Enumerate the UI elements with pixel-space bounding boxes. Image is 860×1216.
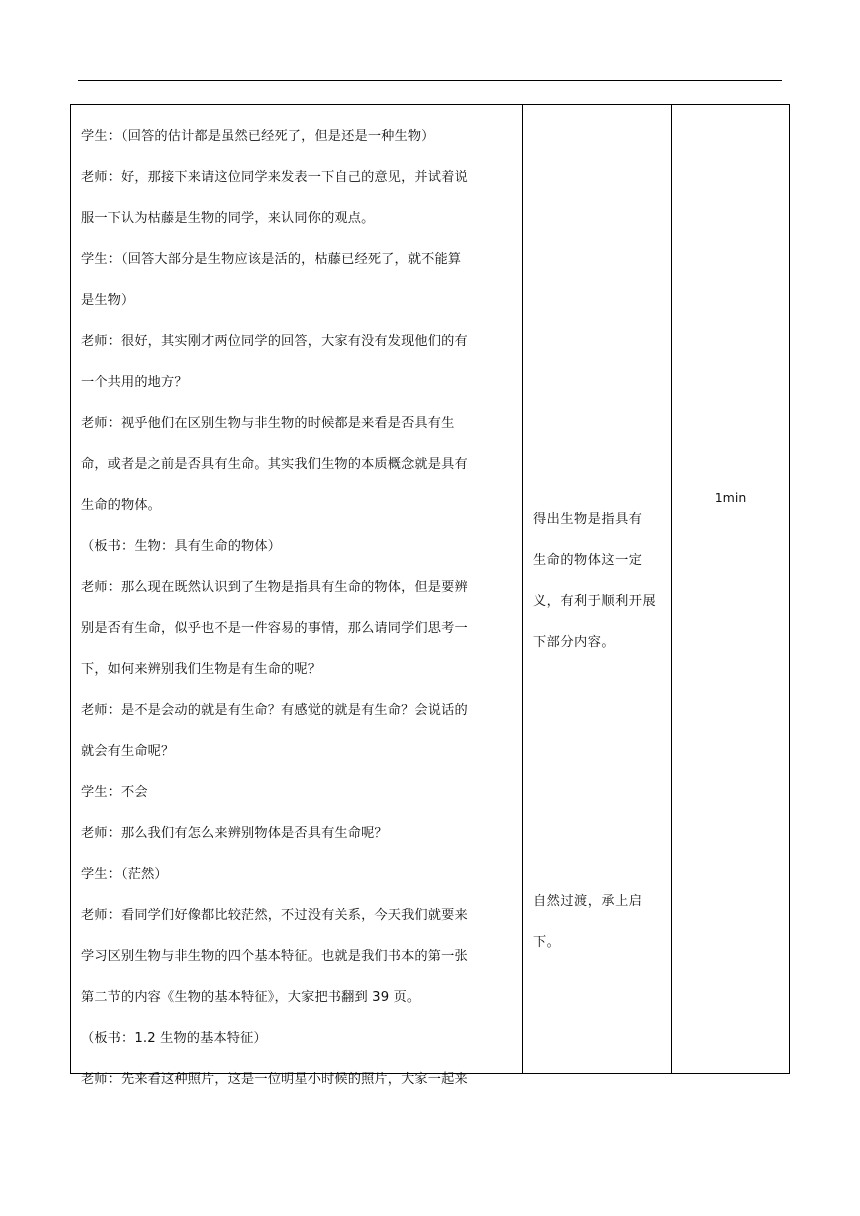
dialogue-line: 老师：那么现在既然认识到了生物是指具有生命的物体，但是要辨 [81, 580, 468, 595]
dialogue-line: 生命的物体。 [81, 498, 162, 513]
dialogue-line: 学习区别生物与非生物的四个基本特征。也就是我们书本的第一张 [81, 949, 468, 964]
design-intent-2: 自然过渡，承上启 下。 [533, 894, 643, 950]
dialogue-line: 老师：很好，其实刚才两位同学的回答，大家有没有发现他们的有 [81, 334, 468, 349]
dialogue-line: 别是否有生命，似乎也不是一件容易的事情，那么请同学们思考一 [81, 621, 468, 636]
dialogue-line: 一个共用的地方？ [81, 375, 188, 390]
dialogue-line: 老师：那么我们有怎么来辨别物体是否具有生命呢？ [81, 826, 388, 841]
dialogue-line: 命，或者是之前是否具有生命。其实我们生物的本质概念就是具有 [81, 457, 468, 472]
lesson-table [70, 104, 790, 1087]
dialogue-line: 就会有生命呢？ [81, 744, 175, 759]
dialogue-line: 下，如何来辨别我们生物是有生命的呢？ [81, 662, 322, 677]
dialogue-line: （板书：生物：具有生命的物体） [81, 539, 282, 554]
design-intent-1: 得出生物是指具有 生命的物体这一定 义，有利于顺利开展 下部分内容。 [533, 512, 657, 650]
dialogue-line: 老师：好，那接下来请这位同学来发表一下自己的意见，并试着说 [81, 170, 468, 185]
dialogue-line: 老师：看同学们好像都比较茫然，不过没有关系，今天我们就要来 [81, 908, 468, 923]
dialogue-line: 学生：（回答的估计都是虽然已经死了，但是还是一种生物） [81, 129, 435, 144]
dialogue-line: 第二节的内容《生物的基本特征》，大家把书翻到 39 页。 [81, 990, 421, 1005]
dialogue-line: 是生物） [81, 293, 135, 308]
teaching-dialogue-text [81, 116, 516, 1100]
dialogue-line: 老师：先来看这种照片，这是一位明星小时候的照片，大家一起来 [81, 1072, 468, 1087]
header-rule [78, 80, 782, 81]
dialogue-line: 服一下认为枯藤是生物的同学，来认同你的观点。 [81, 211, 375, 226]
design-intent-column [523, 105, 672, 1073]
time-column [672, 105, 789, 1073]
dialogue-line: 学生：不会 [81, 785, 148, 800]
dialogue-line: 学生：（茫然） [81, 867, 168, 882]
dialogue-line: （板书：1.2 生物的基本特征） [81, 1031, 267, 1046]
time-allocation: 1min [714, 490, 747, 505]
dialogue-line: 老师：视乎他们在区别生物与非生物的时候都是来看是否具有生 [81, 416, 455, 431]
teaching-process-column [71, 105, 523, 1087]
dialogue-line: 老师：是不是会动的就是有生命？有感觉的就是有生命？会说话的 [81, 703, 468, 718]
dialogue-line: 学生：（回答大部分是生物应该是活的，枯藤已经死了，就不能算 [81, 252, 462, 267]
